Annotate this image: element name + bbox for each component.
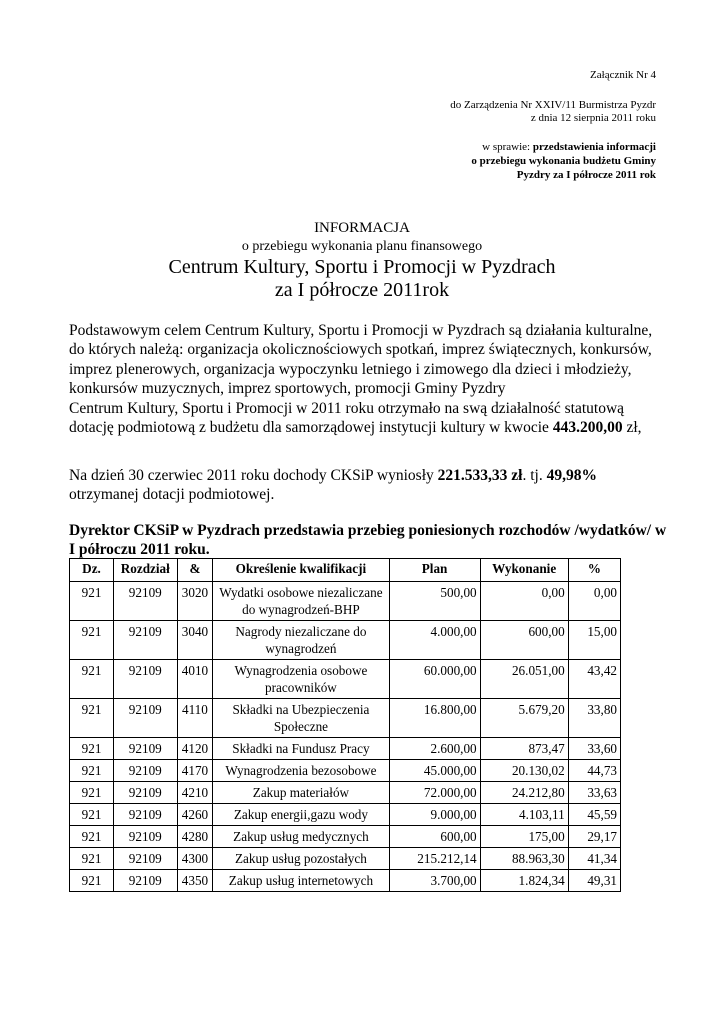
ordinance-reference: do Zarządzenia Nr XXIV/11 Burmistrza Pyzdr (450, 99, 656, 111)
table-row (70, 660, 621, 699)
cell-plan: 9.000,00 (389, 804, 480, 826)
title-line-1: INFORMACJA (314, 220, 410, 236)
cell-percent: 44,73 (568, 760, 620, 782)
table-row (70, 870, 621, 892)
cell-percent: 33,63 (568, 782, 620, 804)
cell-wykonanie: 4.103,11 (480, 804, 568, 826)
cell-wykonanie: 600,00 (480, 621, 568, 660)
cell-paragraf: 3020 (177, 582, 213, 621)
cell-percent: 33,60 (568, 738, 620, 760)
intro-paragraph-1: Podstawowym celem Centrum Kultury, Sportu i Promocji w Pyzdrach są działania kulturalne, do których należą: organizacja okolicznościowych spotkań, imprez świątecznych, konkursów, imprez plenerowych, organizacja wypoczynku letniego i zimowego dla dzieci i młodzieży, konkursów muzycznych, imprez sportowych, promocji Gminy Pyzdry (69, 322, 653, 398)
cell-rozdzial: 92109 (114, 621, 177, 660)
cell-rozdzial: 92109 (114, 582, 177, 621)
cell-okreslenie: Zakup usług pozostałych (213, 848, 389, 870)
cell-dz: 921 (70, 621, 114, 660)
table-row (70, 738, 621, 760)
cell-okreslenie: Wynagrodzenia osobowe pracowników (213, 660, 389, 699)
intro-paragraph-2: Centrum Kultury, Sportu i Promocji w 2011 roku otrzymało na swą działalność statutową dotację podmiotową z budżetu dla samorządowej instytucji kultury w kwocie 443.200,00 zł, (69, 399, 642, 437)
cell-rozdzial: 92109 (114, 760, 177, 782)
cell-okreslenie: Składki na Fundusz Pracy (213, 738, 389, 760)
cell-paragraf: 4350 (177, 870, 213, 892)
header-plan: Plan (389, 559, 480, 582)
cell-okreslenie: Składki na Ubezpieczenia Społeczne (213, 699, 389, 738)
cell-dz: 921 (70, 870, 114, 892)
table-row (70, 826, 621, 848)
cell-plan: 16.800,00 (389, 699, 480, 738)
header-dz: Dz. (70, 559, 114, 582)
grant-amount: 443.200,00 (552, 419, 623, 437)
cell-percent: 0,00 (568, 582, 620, 621)
cell-paragraf: 4120 (177, 738, 213, 760)
cell-wykonanie: 0,00 (480, 582, 568, 621)
cell-wykonanie: 26.051,00 (480, 660, 568, 699)
table-header-row (70, 559, 621, 582)
cell-rozdzial: 92109 (114, 804, 177, 826)
regarding-line-1 (482, 140, 656, 155)
expenses-table (69, 558, 621, 892)
header-wykonanie: Wykonanie (480, 559, 568, 582)
header-percent: % (568, 559, 620, 582)
regarding-subject: przedstawienia informacji (532, 141, 656, 153)
cell-okreslenie: Wydatki osobowe niezaliczane do wynagrodzeń-BHP (213, 582, 389, 621)
cell-wykonanie: 873,47 (480, 738, 568, 760)
title-line-3: Centrum Kultury, Sportu i Promocji w Pyzdrach (168, 256, 556, 278)
cell-paragraf: 4280 (177, 826, 213, 848)
cell-rozdzial: 92109 (114, 660, 177, 699)
cell-plan: 60.000,00 (389, 660, 480, 699)
cell-percent: 15,00 (568, 621, 620, 660)
cell-dz: 921 (70, 760, 114, 782)
title-line-2: o przebiegu wykonania planu finansowego (241, 239, 483, 254)
table-row (70, 848, 621, 870)
cell-paragraf: 4300 (177, 848, 213, 870)
cell-percent: 29,17 (568, 826, 620, 848)
income-paragraph: Na dzień 30 czerwiec 2011 roku dochody CKSiP wyniosły 221.533,33 zł. tj. 49,98% otrzymanej dotacji podmiotowej. (69, 467, 597, 504)
cell-dz: 921 (70, 804, 114, 826)
cell-paragraf: 4260 (177, 804, 213, 826)
attachment-label: Załącznik Nr 4 (590, 69, 656, 81)
cell-rozdzial: 92109 (114, 826, 177, 848)
cell-rozdzial: 92109 (114, 870, 177, 892)
table-row (70, 621, 621, 660)
cell-plan: 500,00 (389, 582, 480, 621)
cell-okreslenie: Wynagrodzenia bezosobowe (213, 760, 389, 782)
cell-wykonanie: 175,00 (480, 826, 568, 848)
cell-wykonanie: 88.963,30 (480, 848, 568, 870)
cell-wykonanie: 5.679,20 (480, 699, 568, 738)
cell-okreslenie: Zakup usług internetowych (213, 870, 389, 892)
cell-plan: 215.212,14 (389, 848, 480, 870)
intro-text (69, 321, 669, 437)
header-paragraf: & (177, 559, 213, 582)
cell-okreslenie: Nagrody niezaliczane do wynagrodzeń (213, 621, 389, 660)
table-row (70, 760, 621, 782)
cell-wykonanie: 24.212,80 (480, 782, 568, 804)
regarding-line-3: Pyzdry za I półrocze 2011 rok (516, 169, 656, 181)
cell-dz: 921 (70, 848, 114, 870)
cell-percent: 41,34 (568, 848, 620, 870)
document-title (0, 219, 724, 302)
regarding-line-2: o przebiegu wykonania budżetu Gminy (471, 155, 656, 167)
cell-paragraf: 3040 (177, 621, 213, 660)
cell-wykonanie: 20.130,02 (480, 760, 568, 782)
cell-dz: 921 (70, 582, 114, 621)
cell-plan: 72.000,00 (389, 782, 480, 804)
cell-percent: 49,31 (568, 870, 620, 892)
cell-dz: 921 (70, 660, 114, 699)
cell-okreslenie: Zakup materiałów (213, 782, 389, 804)
cell-rozdzial: 92109 (114, 782, 177, 804)
cell-paragraf: 4010 (177, 660, 213, 699)
regarding-prefix: w sprawie: (482, 141, 533, 153)
cell-okreslenie: Zakup energii,gazu wody (213, 804, 389, 826)
cell-plan: 2.600,00 (389, 738, 480, 760)
cell-paragraf: 4170 (177, 760, 213, 782)
cell-okreslenie: Zakup usług medycznych (213, 826, 389, 848)
cell-rozdzial: 92109 (114, 848, 177, 870)
cell-dz: 921 (70, 738, 114, 760)
table-row (70, 699, 621, 738)
cell-percent: 45,59 (568, 804, 620, 826)
cell-dz: 921 (70, 826, 114, 848)
cell-wykonanie: 1.824,34 (480, 870, 568, 892)
cell-plan: 4.000,00 (389, 621, 480, 660)
cell-dz: 921 (70, 782, 114, 804)
header-rozdzial: Rozdział (114, 559, 177, 582)
cell-paragraf: 4110 (177, 699, 213, 738)
cell-rozdzial: 92109 (114, 738, 177, 760)
header-okreslenie: Określenie kwalifikacji (213, 559, 389, 582)
cell-plan: 45.000,00 (389, 760, 480, 782)
table-row (70, 782, 621, 804)
cell-rozdzial: 92109 (114, 699, 177, 738)
cell-plan: 3.700,00 (389, 870, 480, 892)
title-line-4: za I półrocze 2011rok (274, 279, 450, 301)
cell-dz: 921 (70, 699, 114, 738)
cell-percent: 43,42 (568, 660, 620, 699)
income-amount: 221.533,33 zł (437, 467, 523, 484)
cell-plan: 600,00 (389, 826, 480, 848)
cell-percent: 33,80 (568, 699, 620, 738)
income-percent: 49,98% (546, 467, 597, 484)
cell-paragraf: 4210 (177, 782, 213, 804)
table-row (70, 804, 621, 826)
expenses-heading: Dyrektor CKSiP w Pyzdrach przedstawia przebieg poniesionych rozchodów /wydatków/ w I półroczu 2011 roku. (69, 522, 667, 559)
ordinance-date: z dnia 12 sierpnia 2011 roku (530, 112, 656, 124)
table-row (70, 582, 621, 621)
